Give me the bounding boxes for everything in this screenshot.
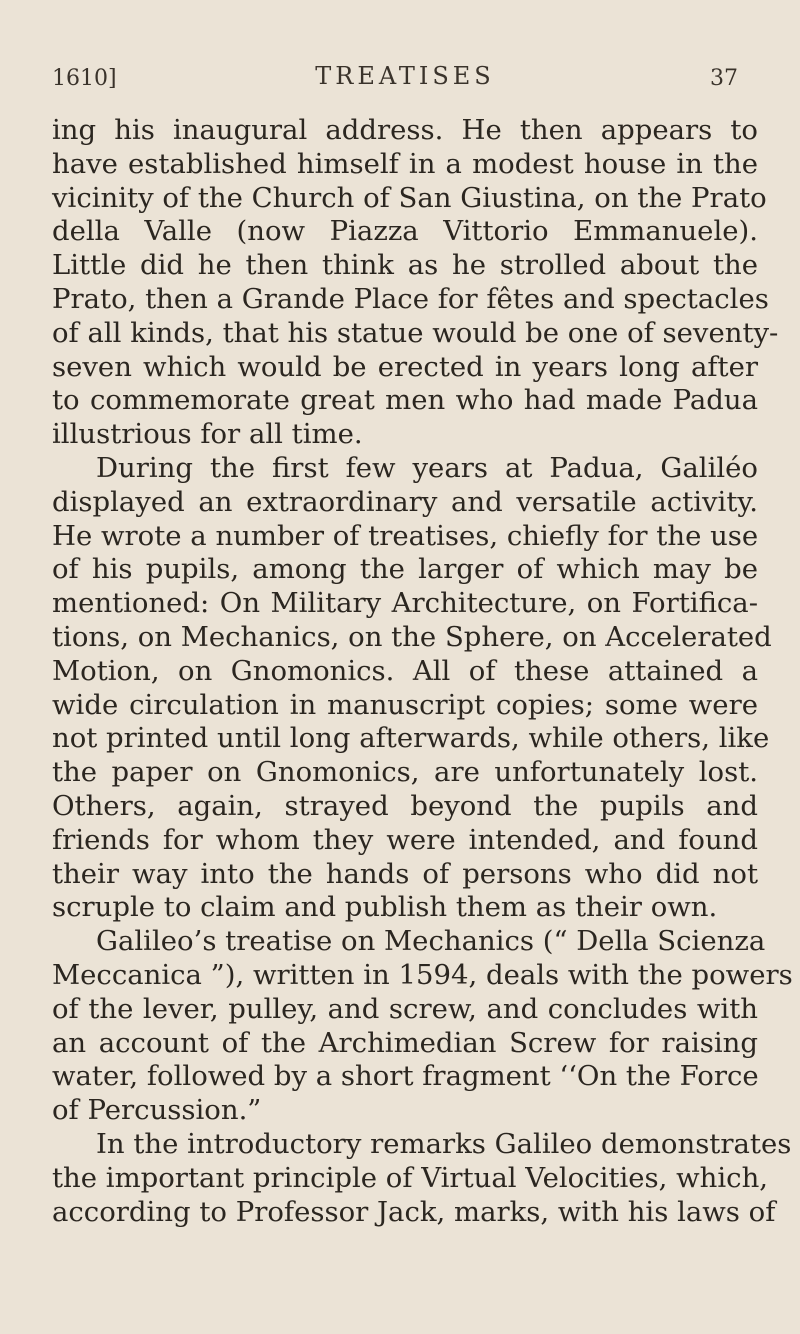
text-line: of the lever, pulley, and screw, and concludes with bbox=[52, 992, 758, 1025]
text-line: of all kinds, that his statue would be one of seventy- bbox=[52, 316, 779, 349]
text-line: Galileo’s treatise on Mechanics (“ Della Scienza bbox=[96, 925, 766, 958]
running-head-year: 1610] bbox=[52, 66, 117, 91]
text-line: Others, again, strayed beyond the pupils and bbox=[52, 789, 758, 822]
text-line: He wrote a number of treatises, chiefly for the use bbox=[52, 519, 759, 552]
running-head bbox=[52, 60, 758, 100]
text-line: vicinity of the Church of San Giustina, on the Prato bbox=[52, 181, 767, 214]
text-line: wide circulation in manuscript copies; some were bbox=[52, 688, 758, 721]
text-line: ing his inaugural address. He then appears to bbox=[52, 114, 758, 146]
page-number: 37 bbox=[710, 66, 738, 91]
text-line: In the introductory remarks Galileo demonstrates bbox=[96, 1127, 792, 1160]
text-line: seven which would be erected in years long after bbox=[52, 350, 758, 383]
text-line: Prato, then a Grande Place for fêtes and spectacles bbox=[52, 282, 769, 315]
text-line: Motion, on Gnomonics. All of these attained a bbox=[52, 654, 758, 687]
text-line: friends for whom they were intended, and found bbox=[52, 823, 758, 856]
text-line: of his pupils, among the larger of which may be bbox=[52, 553, 758, 586]
paragraph bbox=[52, 114, 779, 452]
text-line: displayed an extraordinary and versatile activity. bbox=[52, 485, 758, 518]
paragraph bbox=[52, 451, 772, 925]
text-line: the important principle of Virtual Velocities, which, bbox=[52, 1161, 769, 1194]
running-head-title: TREATISES bbox=[315, 62, 495, 90]
text-line: mentioned: On Military Architecture, on Fortifica- bbox=[52, 587, 758, 620]
text-line: an account of the Archimedian Screw for raising bbox=[52, 1026, 758, 1059]
text-line: according to Professor Jack, marks, with his laws of bbox=[52, 1195, 776, 1228]
text-line: Meccanica ”), written in 1594, deals with the powers bbox=[52, 958, 793, 991]
text-line: water, followed by a short fragment ‘‘On the Force bbox=[52, 1060, 759, 1093]
text-line: tions, on Mechanics, on the Sphere, on Accelerated bbox=[52, 620, 772, 653]
text-line: their way into the hands of persons who did not bbox=[52, 857, 758, 890]
text-line: scruple to claim and publish them as their own. bbox=[52, 891, 718, 924]
body-text bbox=[52, 114, 793, 1229]
text-line: the paper on Gnomonics, are unfortunately lost. bbox=[52, 756, 758, 789]
text-line: have established himself in a modest house in the bbox=[52, 147, 758, 180]
text-line: illustrious for all time. bbox=[52, 418, 363, 451]
text-line: of Percussion.” bbox=[52, 1094, 262, 1127]
text-line: della Valle (now Piazza Vittorio Emmanuele). bbox=[52, 215, 758, 248]
paragraph bbox=[52, 925, 793, 1128]
paragraph bbox=[52, 1127, 792, 1229]
text-line: to commemorate great men who had made Padua bbox=[52, 384, 758, 417]
text-line: not printed until long afterwards, while others, like bbox=[52, 722, 770, 755]
text-line: Little did he then think as he strolled about the bbox=[52, 249, 758, 282]
text-line: During the first few years at Padua, Galiléo bbox=[96, 451, 758, 484]
